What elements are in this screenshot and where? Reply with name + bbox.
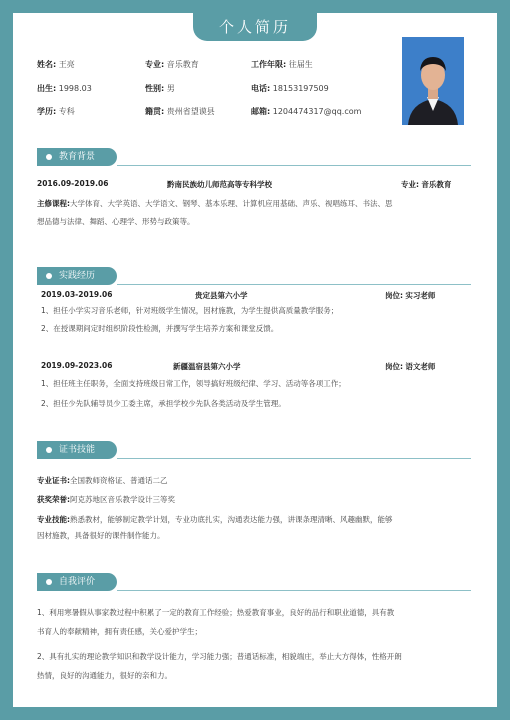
education-major: 专业: 音乐教育 xyxy=(401,180,452,189)
edu-field xyxy=(37,106,75,117)
practice-2-org: 新疆温宿县第六小学 xyxy=(173,362,241,371)
page-title: 个人简历 xyxy=(193,13,317,41)
practice-2-line-1: 1、担任班主任职务，全面支持班级日常工作，领导搞好班级纪律、学习、活动等各项工作； xyxy=(41,379,346,388)
major-label: 专业: xyxy=(145,60,165,69)
email-field xyxy=(251,106,361,117)
gender-label: 性别: xyxy=(145,84,165,93)
section-practice-heading: 实践经历 xyxy=(37,267,117,285)
gender-value: 男 xyxy=(166,84,175,93)
practice-2-period: 2019.09-2023.06 xyxy=(41,361,113,370)
divider xyxy=(117,284,471,285)
skills-cert: 专业证书:全国教师资格证、普通话二乙 xyxy=(37,476,168,485)
resume-page xyxy=(13,13,497,707)
native-field xyxy=(145,106,215,117)
name-value: 王亮 xyxy=(58,60,75,69)
years-value: 往届生 xyxy=(288,60,313,69)
practice-1-line-1: 1、担任小学实习音乐老师，针对班级学生情况，因材施教，为学生提供高质量教学服务； xyxy=(41,306,339,315)
section-skills-heading: 证书技能 xyxy=(37,441,117,459)
practice-1-role: 岗位: 实习老师 xyxy=(385,291,436,300)
email-value: 1204474317@qq.com xyxy=(272,107,362,116)
phone-value: 18153197509 xyxy=(272,84,329,93)
gender-field xyxy=(145,83,175,94)
section-dot-icon xyxy=(46,579,52,585)
edu-value: 专科 xyxy=(58,107,75,116)
edu-label: 学历: xyxy=(37,107,57,116)
education-courses-cont: 想品德与法律、舞蹈、心理学、形势与政策等。 xyxy=(37,217,195,226)
phone-field xyxy=(251,83,329,94)
self-p1-line-2: 书育人的奉献精神，拥有责任感，关心爱护学生； xyxy=(37,627,202,636)
native-value: 贵州省望谟县 xyxy=(166,107,215,116)
practice-2-role: 岗位: 语文老师 xyxy=(385,362,436,371)
self-p2-line-2: 热情，良好的沟通能力，很好的亲和力。 xyxy=(37,671,172,680)
divider xyxy=(117,165,471,166)
education-school: 黔南民族幼儿师范高等专科学校 xyxy=(167,180,272,189)
practice-2-line-2: 2、担任少先队辅导员少工委主席，承担学校少先队各类活动及学生管理。 xyxy=(41,399,286,408)
profile-photo xyxy=(402,37,464,125)
native-label: 籍贯: xyxy=(145,107,165,116)
section-dot-icon xyxy=(46,447,52,453)
years-label: 工作年限: xyxy=(251,60,287,69)
practice-1-line-2: 2、在授课期间定时组织阶段性检测，并撰写学生培养方案和课堂反馈。 xyxy=(41,324,279,333)
name-field xyxy=(37,59,75,70)
practice-1-org: 贵定县第六小学 xyxy=(195,291,248,300)
skills-detail-cont: 因材施教，具备很好的课件制作能力。 xyxy=(37,531,165,540)
name-label: 姓名: xyxy=(37,60,57,69)
divider xyxy=(117,458,471,459)
self-p1-line-1: 1、利用寒暑假从事家教过程中积累了一定的教育工作经验；热爱教育事业，良好的品行和职业道德，具有教 xyxy=(37,608,395,617)
section-dot-icon xyxy=(46,273,52,279)
years-field xyxy=(251,59,313,70)
phone-label: 电话: xyxy=(251,84,271,93)
self-p2-line-1: 2、具有扎实的理论教学知识和教学设计能力，学习能力强；普通话标准，相貌端庄，举止大方得体，性格开朗 xyxy=(37,652,402,661)
birth-value: 1998.03 xyxy=(58,84,92,93)
practice-1-period: 2019.03-2019.06 xyxy=(41,290,113,299)
section-dot-icon xyxy=(46,154,52,160)
education-courses: 主修课程:大学体育、大学英语、大学语文、钢琴、基本乐理、计算机应用基础、声乐、视唱练耳、书法、思 xyxy=(37,199,393,208)
section-self-heading: 自我评价 xyxy=(37,573,117,591)
skills-detail: 专业技能:熟悉教材，能够制定教学计划，专业功底扎实，沟通表达能力强，讲课条理清晰、风趣幽默，能够 xyxy=(37,515,393,524)
section-education-heading: 教育背景 xyxy=(37,148,117,166)
skills-award: 获奖荣誉:阿克苏地区音乐教学设计三等奖 xyxy=(37,495,175,504)
birth-label: 出生: xyxy=(37,84,57,93)
major-value: 音乐教育 xyxy=(166,60,199,69)
birth-field xyxy=(37,83,92,94)
divider xyxy=(117,590,471,591)
education-period: 2016.09-2019.06 xyxy=(37,179,109,188)
major-field xyxy=(145,59,199,70)
email-label: 邮箱: xyxy=(251,107,271,116)
